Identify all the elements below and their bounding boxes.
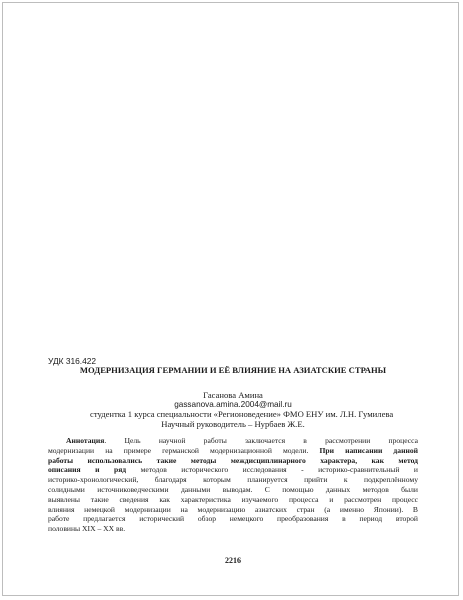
abstract-line — [48, 514, 418, 524]
abstract-bold-text: При написании данной — [319, 445, 418, 455]
abstract-line — [48, 524, 418, 534]
abstract-line — [48, 495, 418, 505]
abstract-line — [48, 505, 418, 515]
abstract-bold-text: Аннотация — [66, 436, 105, 445]
abstract-line — [48, 456, 418, 466]
abstract-text: методов исторического исследования - историко-сравнительный и — [126, 465, 418, 475]
abstract-line — [48, 485, 418, 495]
abstract-bold-text: работы использовались такие методы междисциплинарного характера, как метод — [48, 455, 418, 465]
author-name: Гасанова Амина — [203, 390, 263, 400]
abstract-bold-text: описания и ряд — [48, 465, 127, 475]
abstract-text: солидными источниковедческими данными выводам. С помощью данных методов были — [48, 484, 418, 494]
author-email[interactable]: gassanova.amina.2004@mail.ru — [174, 400, 292, 409]
abstract-text: половины XIX – XX вв. — [48, 524, 126, 534]
abstract-line — [48, 475, 418, 485]
abstract-text: влияния немецкой модернизации на модернизацию азиатских стран (а именно Японии). В — [48, 504, 418, 514]
udk-code: УДК 316.422 — [48, 356, 97, 366]
abstract-text: . Цель научной работы заключается в рассмотрении процесса — [104, 436, 418, 445]
paper-title: МОДЕРНИЗАЦИЯ ГЕРМАНИИ И ЕЁ ВЛИЯНИЕ НА АЗИАТСКИЕ СТРАНЫ — [79, 365, 387, 375]
scientific-advisor: Научный руководитель – Нурбаев Ж.Е. — [161, 419, 305, 429]
abstract — [48, 436, 418, 534]
page-number: 2216 — [225, 556, 241, 565]
abstract-line — [48, 436, 418, 446]
abstract-text: историко-хронологический, благодаря которым планируется прийти к подкреплённому — [48, 475, 418, 485]
abstract-text: работе предлагается исторический обзор немецкого преобразования в период второй — [48, 514, 418, 524]
abstract-text: выявлены такие сведения как характеристика изучаемого процесса и рассмотрен процесс — [48, 494, 418, 504]
author-affiliation: студентка 1 курса специальности «Регионоведение» ФМО ЕНУ им. Л.Н. Гумилева — [90, 409, 394, 419]
abstract-text: модернизации на примере германской модернизационной модели. — [48, 445, 320, 455]
abstract-line — [48, 446, 418, 456]
abstract-line — [48, 465, 418, 475]
